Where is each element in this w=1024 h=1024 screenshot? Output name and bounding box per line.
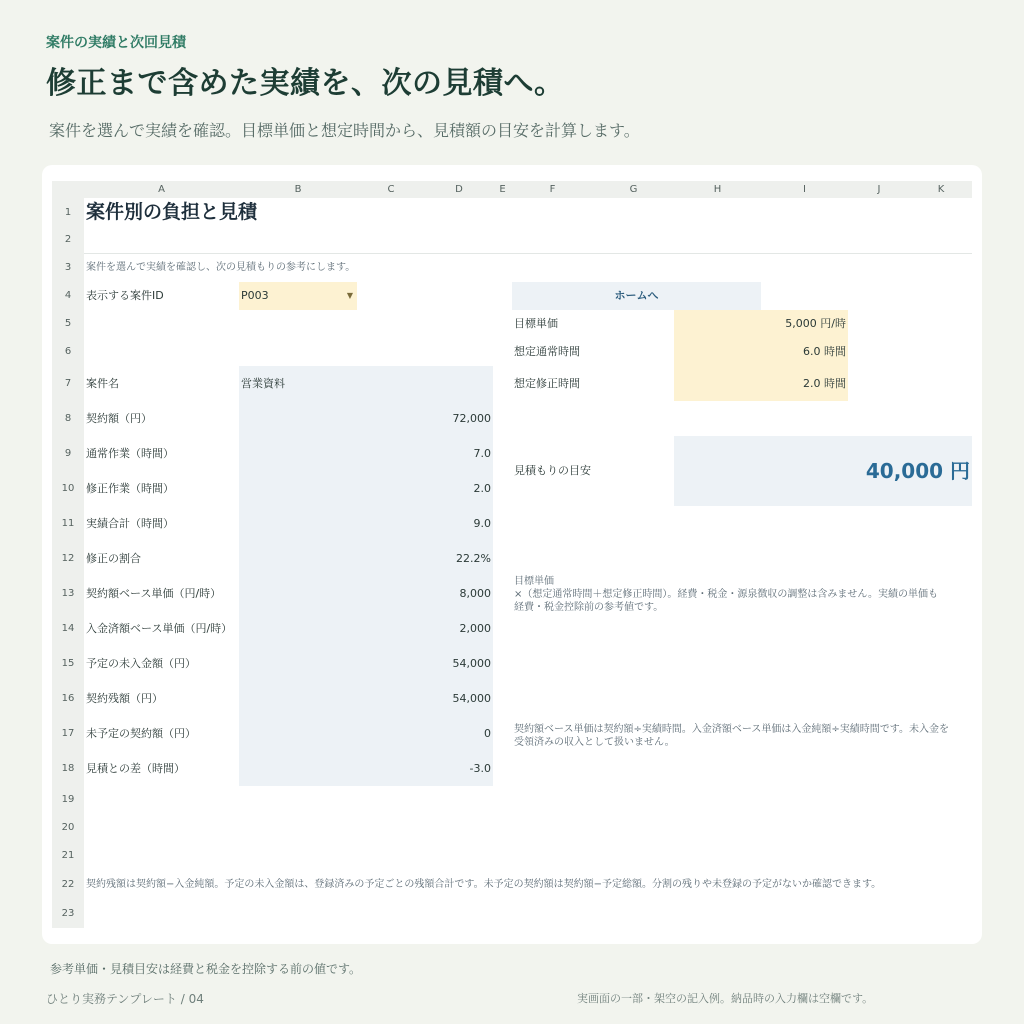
- col-header-b[interactable]: B: [239, 181, 357, 198]
- col-header-f[interactable]: F: [512, 181, 593, 198]
- row-header-15[interactable]: 15: [52, 646, 84, 681]
- row-header-11[interactable]: 11: [52, 506, 84, 541]
- row-header-2[interactable]: 2: [52, 227, 84, 253]
- normal-hours-value: 6.0: [803, 345, 821, 358]
- metric-label-revise-work: 修正作業（時間）: [86, 482, 174, 495]
- row-header-8[interactable]: 8: [52, 401, 84, 436]
- page-title: 修正まで含めた実績を、次の見積へ。: [46, 66, 565, 101]
- metric-value-project-name: 営業資料: [241, 377, 285, 390]
- col-header-g[interactable]: G: [593, 181, 674, 198]
- row-header-20[interactable]: 20: [52, 814, 84, 842]
- metric-label-normal-work: 通常作業（時間）: [86, 447, 174, 460]
- row-header-4[interactable]: 4: [52, 282, 84, 310]
- row-header-18[interactable]: 18: [52, 751, 84, 786]
- home-button[interactable]: ホームへ: [512, 282, 761, 310]
- row-header-23[interactable]: 23: [52, 900, 84, 928]
- row-header-17[interactable]: 17: [52, 716, 84, 751]
- row-header-16[interactable]: 16: [52, 681, 84, 716]
- row-header-22[interactable]: 22: [52, 870, 84, 900]
- metric-value-total-hours: 9.0: [473, 517, 491, 530]
- metric-value-paid-rate: 2,000: [459, 622, 491, 635]
- metric-value-revise-ratio: 22.2%: [456, 552, 491, 565]
- metric-label-revise-ratio: 修正の割合: [86, 552, 141, 565]
- sheet-corner[interactable]: [52, 181, 84, 198]
- metric-label-contract-balance: 契約残額（円）: [86, 692, 163, 705]
- col-header-k[interactable]: K: [910, 181, 972, 198]
- chevron-down-icon: ▼: [346, 291, 353, 300]
- metric-value-revise-work: 2.0: [473, 482, 491, 495]
- row-header-14[interactable]: 14: [52, 611, 84, 646]
- formula-note-line1: 目標単価: [514, 576, 554, 587]
- target-rate-label: 目標単価: [514, 317, 558, 330]
- row-header-7[interactable]: 7: [52, 366, 84, 401]
- sheet-title: 案件別の負担と見積: [86, 201, 258, 223]
- footer-series: ひとり実務テンプレート / 04: [46, 992, 204, 1006]
- footer-note: 参考単価・見積目安は経費と税金を控除する前の値です。: [50, 962, 362, 976]
- row-header-10[interactable]: 10: [52, 471, 84, 506]
- target-rate-value: 5,000: [785, 317, 817, 330]
- sheet-intro: 案件を選んで実績を確認し、次の見積もりの参考にします。: [86, 262, 356, 273]
- project-id-value: P003: [241, 289, 269, 302]
- estimate-value: 40,000 円: [674, 436, 972, 506]
- metric-label-estimate-diff: 見積との差（時間）: [86, 762, 185, 775]
- row-header-21[interactable]: 21: [52, 842, 84, 870]
- col-header-j[interactable]: J: [848, 181, 910, 198]
- col-header-c[interactable]: C: [357, 181, 425, 198]
- page-subtitle: 案件を選んで実績を確認。目標単価と想定時間から、見積額の目安を計算します。: [49, 121, 640, 140]
- normal-hours-unit: 時間: [824, 345, 846, 358]
- bottom-note: 契約残額は契約額−入金純額。予定の未入金額は、登録済みの予定ごとの残額合計です。未予定の契約額は契約額−予定総額。分割の残りや未登録の予定がないか確認できます。: [86, 879, 882, 890]
- revise-hours-value: 2.0: [803, 377, 821, 390]
- row-header-13[interactable]: 13: [52, 576, 84, 611]
- rates-note-line2: 受領済みの収入として扱いません。: [514, 737, 675, 748]
- spreadsheet: [52, 181, 972, 929]
- row-header-12[interactable]: 12: [52, 541, 84, 576]
- metric-label-project-name: 案件名: [86, 377, 119, 390]
- row-header-3[interactable]: 3: [52, 253, 84, 282]
- col-header-e[interactable]: E: [493, 181, 512, 198]
- revise-hours-label: 想定修正時間: [514, 377, 580, 390]
- metric-label-scheduled-unpaid: 予定の未入金額（円）: [86, 657, 196, 670]
- revise-hours-unit: 時間: [824, 377, 846, 390]
- formula-note-line2: ×（想定通常時間＋想定修正時間）。経費・税金・源泉徴収の調整は含みません。実績の単価も: [514, 589, 938, 600]
- col-header-a[interactable]: A: [84, 181, 239, 198]
- col-header-h[interactable]: H: [674, 181, 761, 198]
- metric-label-paid-rate: 入金済額ベース単価（円/時）: [86, 622, 233, 635]
- metric-label-unscheduled: 未予定の契約額（円）: [86, 727, 196, 740]
- metric-label-total-hours: 実績合計（時間）: [86, 517, 174, 530]
- metric-value-contract-rate: 8,000: [459, 587, 491, 600]
- metric-label-contract-rate: 契約額ベース単価（円/時）: [86, 587, 222, 600]
- metric-value-normal-work: 7.0: [473, 447, 491, 460]
- target-rate-unit: 円/時: [820, 317, 846, 330]
- metric-value-estimate-diff: -3.0: [469, 762, 491, 775]
- col-header-d[interactable]: D: [425, 181, 493, 198]
- metric-value-unscheduled: 0: [484, 727, 491, 740]
- metric-value-contract: 72,000: [452, 412, 491, 425]
- metric-value-contract-balance: 54,000: [452, 692, 491, 705]
- row-header-5[interactable]: 5: [52, 310, 84, 338]
- col-header-i[interactable]: I: [761, 181, 848, 198]
- normal-hours-label: 想定通常時間: [514, 345, 580, 358]
- row-header-6[interactable]: 6: [52, 338, 84, 366]
- target-rate-input[interactable]: [674, 310, 848, 338]
- row-header-19[interactable]: 19: [52, 786, 84, 814]
- formula-note-line3: 経費・税金控除前の参考値です。: [514, 602, 664, 613]
- rates-note-line1: 契約額ベース単価は契約額÷実績時間。入金済額ベース単価は入金純額÷実績時間です。未入金を: [514, 724, 949, 735]
- revise-hours-input[interactable]: [674, 366, 848, 401]
- metric-value-scheduled-unpaid: 54,000: [452, 657, 491, 670]
- estimate-label: 見積もりの目安: [514, 464, 591, 477]
- footer-disclaimer: 実画面の一部・架空の記入例。納品時の入力欄は空欄です。: [577, 992, 874, 1005]
- metric-label-contract: 契約額（円）: [86, 412, 152, 425]
- row-header-9[interactable]: 9: [52, 436, 84, 471]
- project-id-label: 表示する案件ID: [86, 289, 164, 302]
- row-header-1[interactable]: 1: [52, 198, 84, 227]
- page-eyebrow: 案件の実績と次回見積: [46, 35, 186, 51]
- project-id-select[interactable]: [239, 282, 357, 310]
- normal-hours-input[interactable]: [674, 338, 848, 366]
